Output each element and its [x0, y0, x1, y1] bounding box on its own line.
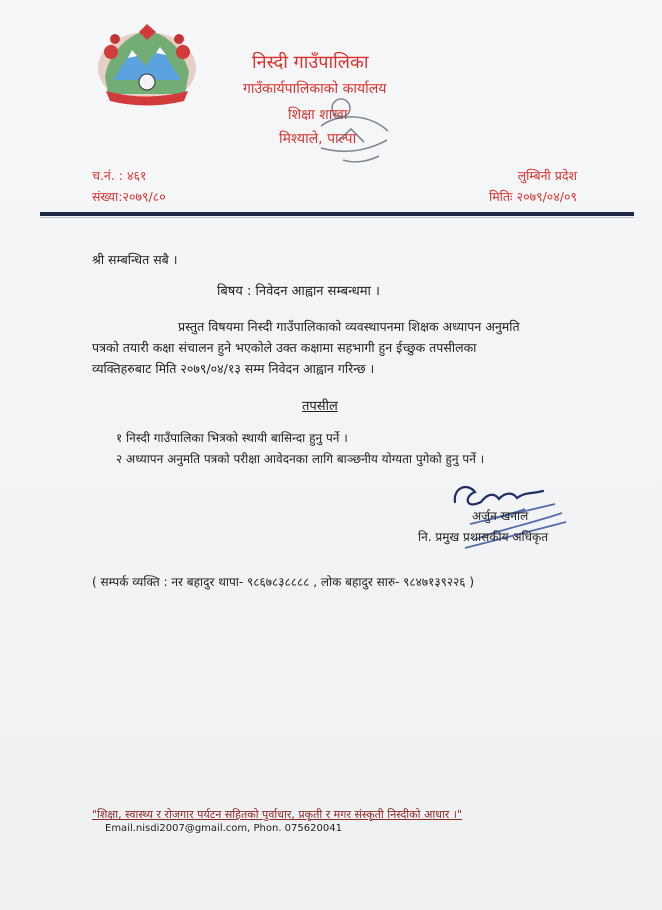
subject-line: [217, 281, 380, 299]
office-name: निस्दी गाउँपालिका: [252, 52, 369, 73]
date-value: २०७९/०४/०९: [516, 189, 577, 204]
salutation: श्री सम्बन्धित सबै ।: [92, 252, 178, 267]
signatory-name: अर्जुन खनाल: [472, 509, 529, 523]
fiscal-label: संख्या: [92, 189, 119, 204]
signatory-title: नि. प्रमुख प्रशासकीय अधिकृत: [418, 530, 549, 544]
header-divider: [40, 212, 634, 216]
office-subtitle: गाउँकार्यपालिकाको कार्यालय: [243, 81, 387, 97]
body-line-2: पत्रको तयारी कक्षा संचालन हुने भएकोले उक्त कक्षामा सहभागी हुन ईच्छुक तपसीलका: [92, 340, 477, 355]
government-emblem-icon: [94, 22, 200, 108]
office-stamp-icon: [303, 94, 395, 170]
office-place: मिश्याले, पाल्पा: [279, 131, 357, 147]
list-item: २ अध्यापन अनुमति पत्रको परीक्षा आवेदनका लागि बाञ्छनीय योग्यता पुगेको हुनु पर्ने ।: [116, 452, 485, 466]
body-line-3: व्यक्तिहरुबाट मिति २०७९/०४/१३ सम्म निवेदन आह्वान गरिन्छ ।: [92, 361, 375, 376]
date-label: मितिः: [488, 189, 513, 204]
subject-text: निवेदन आह्वान सम्बन्धमा ।: [255, 284, 380, 299]
fiscal-year: संख्या:२०७९/८०: [92, 189, 166, 204]
details-heading: तपसील: [302, 399, 338, 414]
chalani-value: ४६१: [127, 168, 147, 183]
department-name: शिक्षा शाखा: [288, 107, 348, 123]
footer-slogan: "शिक्षा, स्वास्थ्य र रोजगार पर्यटन सहितको पुर्वाधार, प्रकृती र मगर संस्कृती निस्दीको आधार ।": [92, 808, 463, 821]
list-item: १ निस्दी गाउँपालिका भित्रको स्थायी बासिन्दा हुनु पर्ने ।: [116, 431, 348, 445]
province-name: लुम्बिनी प्रदेश: [517, 168, 577, 183]
header-divider-thin: [40, 217, 634, 218]
fiscal-value: २०७९/८०: [122, 189, 166, 204]
chalani-label: च.नं.: [92, 168, 115, 183]
subject-label: बिषय :: [217, 284, 252, 299]
contact-info: ( सम्पर्क व्यक्ति : नर बहादुर थापा- ९८६७८३८८८८ , लोक बहादुर सारु- ९८४७१३९२२६ ): [92, 575, 475, 589]
chalani-number: च.नं. : ४६१: [92, 168, 147, 183]
footer-contact: Email.nisdi2007@gmail.com, Phon. 075620041: [105, 823, 342, 834]
body-line-1: प्रस्तुत विषयमा निस्दी गाउँपालिकाको व्यवस्थापनमा शिक्षक अध्यापन अनुमति: [178, 319, 520, 334]
letter-date: [489, 188, 577, 205]
